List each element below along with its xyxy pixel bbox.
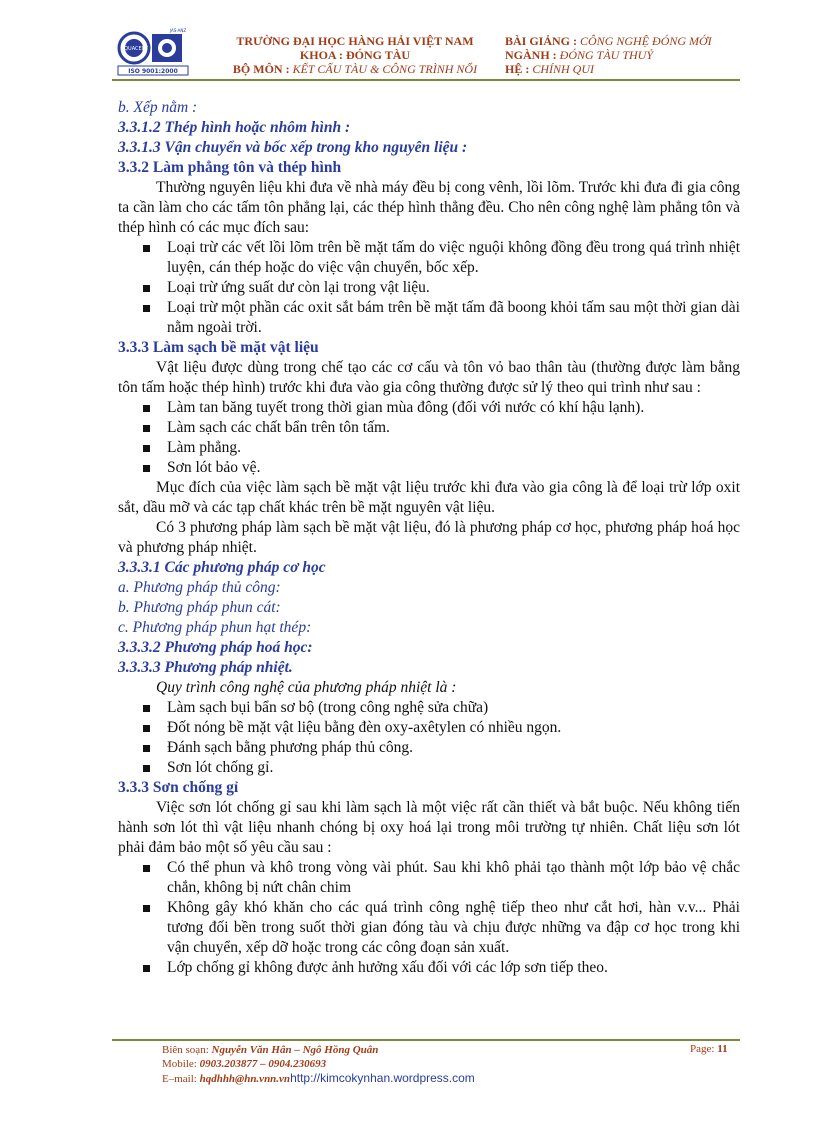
logo-iso-text: ISO 9001:2000 <box>128 68 178 75</box>
system-line: HỆ : CHÍNH QUI <box>505 62 595 76</box>
paragraph: Thường nguyên liệu khi đưa về nhà máy đều bị cong vênh, lồi lõm. Trước khi đưa đi gia công ta cần làm cho các tấm tôn phẳng lại, các thép hình thẳng đều. Cho nên công nghệ làm phẳng tôn và thép hình có các mục đích sau: <box>118 179 740 236</box>
list-item: Loại trừ các vết lồi lõm trên bề mặt tấm do việc nguội không đồng đều trong quá trình nhiệt luyện, cán thép hoặc do việc vận chuyển, bốc xếp. <box>143 238 740 278</box>
school-name: TRƯỜNG ĐẠI HỌC HÀNG HẢI VIỆT NAM <box>236 34 474 48</box>
list-item: Làm phẳng. <box>143 438 740 458</box>
email-link[interactable]: hqdhhh@hn.vnn.vn <box>199 1073 291 1085</box>
list-item: Làm sạch bụi bẩn sơ bộ (trong công nghệ sửa chữa) <box>143 698 740 718</box>
quacert-logo <box>116 28 196 76</box>
list-item: Đánh sạch bằng phương pháp thủ công. <box>143 738 740 758</box>
website-link[interactable]: http://kimcokynhan.wordpress.com <box>290 1071 475 1085</box>
list-item: Đốt nóng bề mặt vật liệu bằng đèn oxy-axêtylen có nhiều ngọn. <box>143 718 740 738</box>
paragraph: Mục đích của việc làm sạch bề mặt vật liệu trước khi đưa vào gia công là để loại trừ lớp oxit sắt, dầu mỡ và các tạp chất khác trên bề mặt nguyên vật liệu. <box>118 479 740 516</box>
email-line: E–mail: hqdhhh@hn.vnn.vnhttp://kimcokynhan.wordpress.com <box>162 1071 475 1085</box>
list-item: Có thể phun và khô trong vòng vài phút. Sau khi khô phải tạo thành một lớp bảo vệ chắc chắn, không bị nứt chân chim <box>143 858 740 898</box>
paragraph: Việc sơn lót chống gỉ sau khi làm sạch là một việc rất cần thiết và bắt buộc. Nếu không tiến hành sơn lót thì vật liệu nhanh chóng bị oxy hoá lại trong môi trường tự nhiên. Chất liệu sơn lót phải đảm bảo một số yêu cầu sau : <box>118 799 740 856</box>
subheading: b. Xếp nằm : <box>118 99 198 116</box>
list-item: Làm sạch các chất bẩn trên tôn tấm. <box>143 418 740 438</box>
dept-line: BỘ MÔN : KẾT CẤU TÀU & CÔNG TRÌNH NỔI <box>232 62 478 76</box>
list-item: Sơn lót chống gỉ. <box>143 758 740 778</box>
list-item: Loại trừ một phần các oxit sắt bám trên bề mặt tấm đã boong khỏi tấm sau một thời gian dài nằm ngoài trời. <box>143 298 740 338</box>
logo-small-text: JAS-ANZ <box>169 28 187 33</box>
bullet-list <box>118 698 740 778</box>
subheading: b. Phương pháp phun cát: <box>118 599 281 616</box>
mobile-line: Mobile: 0903.203877 – 0904.230693 <box>162 1058 327 1070</box>
section-heading: 3.3.3.2 Phương pháp hoá học: <box>118 639 313 656</box>
section-heading: 3.3.3 Sơn chống gỉ <box>118 779 239 796</box>
header-school-block <box>205 34 505 76</box>
subheading: c. Phương pháp phun hạt thép: <box>118 619 312 636</box>
paragraph: Có 3 phương pháp làm sạch bề mặt vật liệu, đó là phương pháp cơ học, phương pháp hoá học và phương pháp nhiệt. <box>118 519 740 556</box>
footer-divider <box>112 1039 740 1041</box>
section-heading: 3.3.1.2 Thép hình hoặc nhôm hình : <box>118 119 351 136</box>
paragraph: Quy trình công nghệ của phương pháp nhiệt là : <box>156 679 457 696</box>
author-line: Biên soạn: Nguyễn Văn Hân – Ngô Hồng Quân <box>162 1044 379 1056</box>
header-course-block <box>505 34 765 76</box>
footer <box>162 1043 475 1086</box>
header-divider <box>112 79 740 81</box>
section-heading: 3.3.3 Làm sạch bề mặt vật liệu <box>118 339 319 356</box>
faculty-line: KHOA : ĐÓNG TÀU <box>299 48 411 62</box>
section-heading: 3.3.2 Làm phẳng tôn và thép hình <box>118 159 342 176</box>
bullet-list <box>118 858 740 978</box>
list-item: Lớp chống gỉ không được ảnh hưởng xấu đối với các lớp sơn tiếp theo. <box>143 958 740 978</box>
page-content <box>118 98 740 978</box>
lecture-line: BÀI GIẢNG : CÔNG NGHỆ ĐÓNG MỚI <box>505 34 712 48</box>
list-item: Làm tan băng tuyết trong thời gian mùa đông (đối với nước có khí hậu lạnh). <box>143 398 740 418</box>
logo-text: QUACERT <box>124 46 148 52</box>
page-number: Page: 11 <box>690 1043 728 1055</box>
list-item: Sơn lót bảo vệ. <box>143 458 740 478</box>
section-heading: 3.3.3.3 Phương pháp nhiệt. <box>118 659 293 676</box>
bullet-list <box>118 238 740 338</box>
major-line: NGÀNH : ĐÓNG TÀU THUỶ <box>505 48 654 62</box>
bullet-list <box>118 398 740 478</box>
section-heading: 3.3.1.3 Vận chuyển và bốc xếp trong kho nguyên liệu : <box>118 139 468 156</box>
subheading: a. Phương pháp thủ công: <box>118 579 281 596</box>
list-item: Loại trừ ứng suất dư còn lại trong vật liệu. <box>143 278 740 298</box>
paragraph: Vật liệu được dùng trong chế tạo các cơ cấu và tôn vỏ bao thân tàu (thường được làm bằng tôn tấm hoặc thép hình) trước khi đưa vào gia công thường được sử lý theo qui trình như sau : <box>118 359 740 396</box>
list-item: Không gây khó khăn cho các quá trình công nghệ tiếp theo như cắt hơi, hàn v.v... Phải tương đối bền trong suốt thời gian đóng tàu và chịu được những va đập cơ học trong khi vận chuyển, xếp dỡ hoặc trong các công đoạn sản xuất. <box>143 898 740 958</box>
section-heading: 3.3.3.1 Các phương pháp cơ học <box>118 559 326 576</box>
